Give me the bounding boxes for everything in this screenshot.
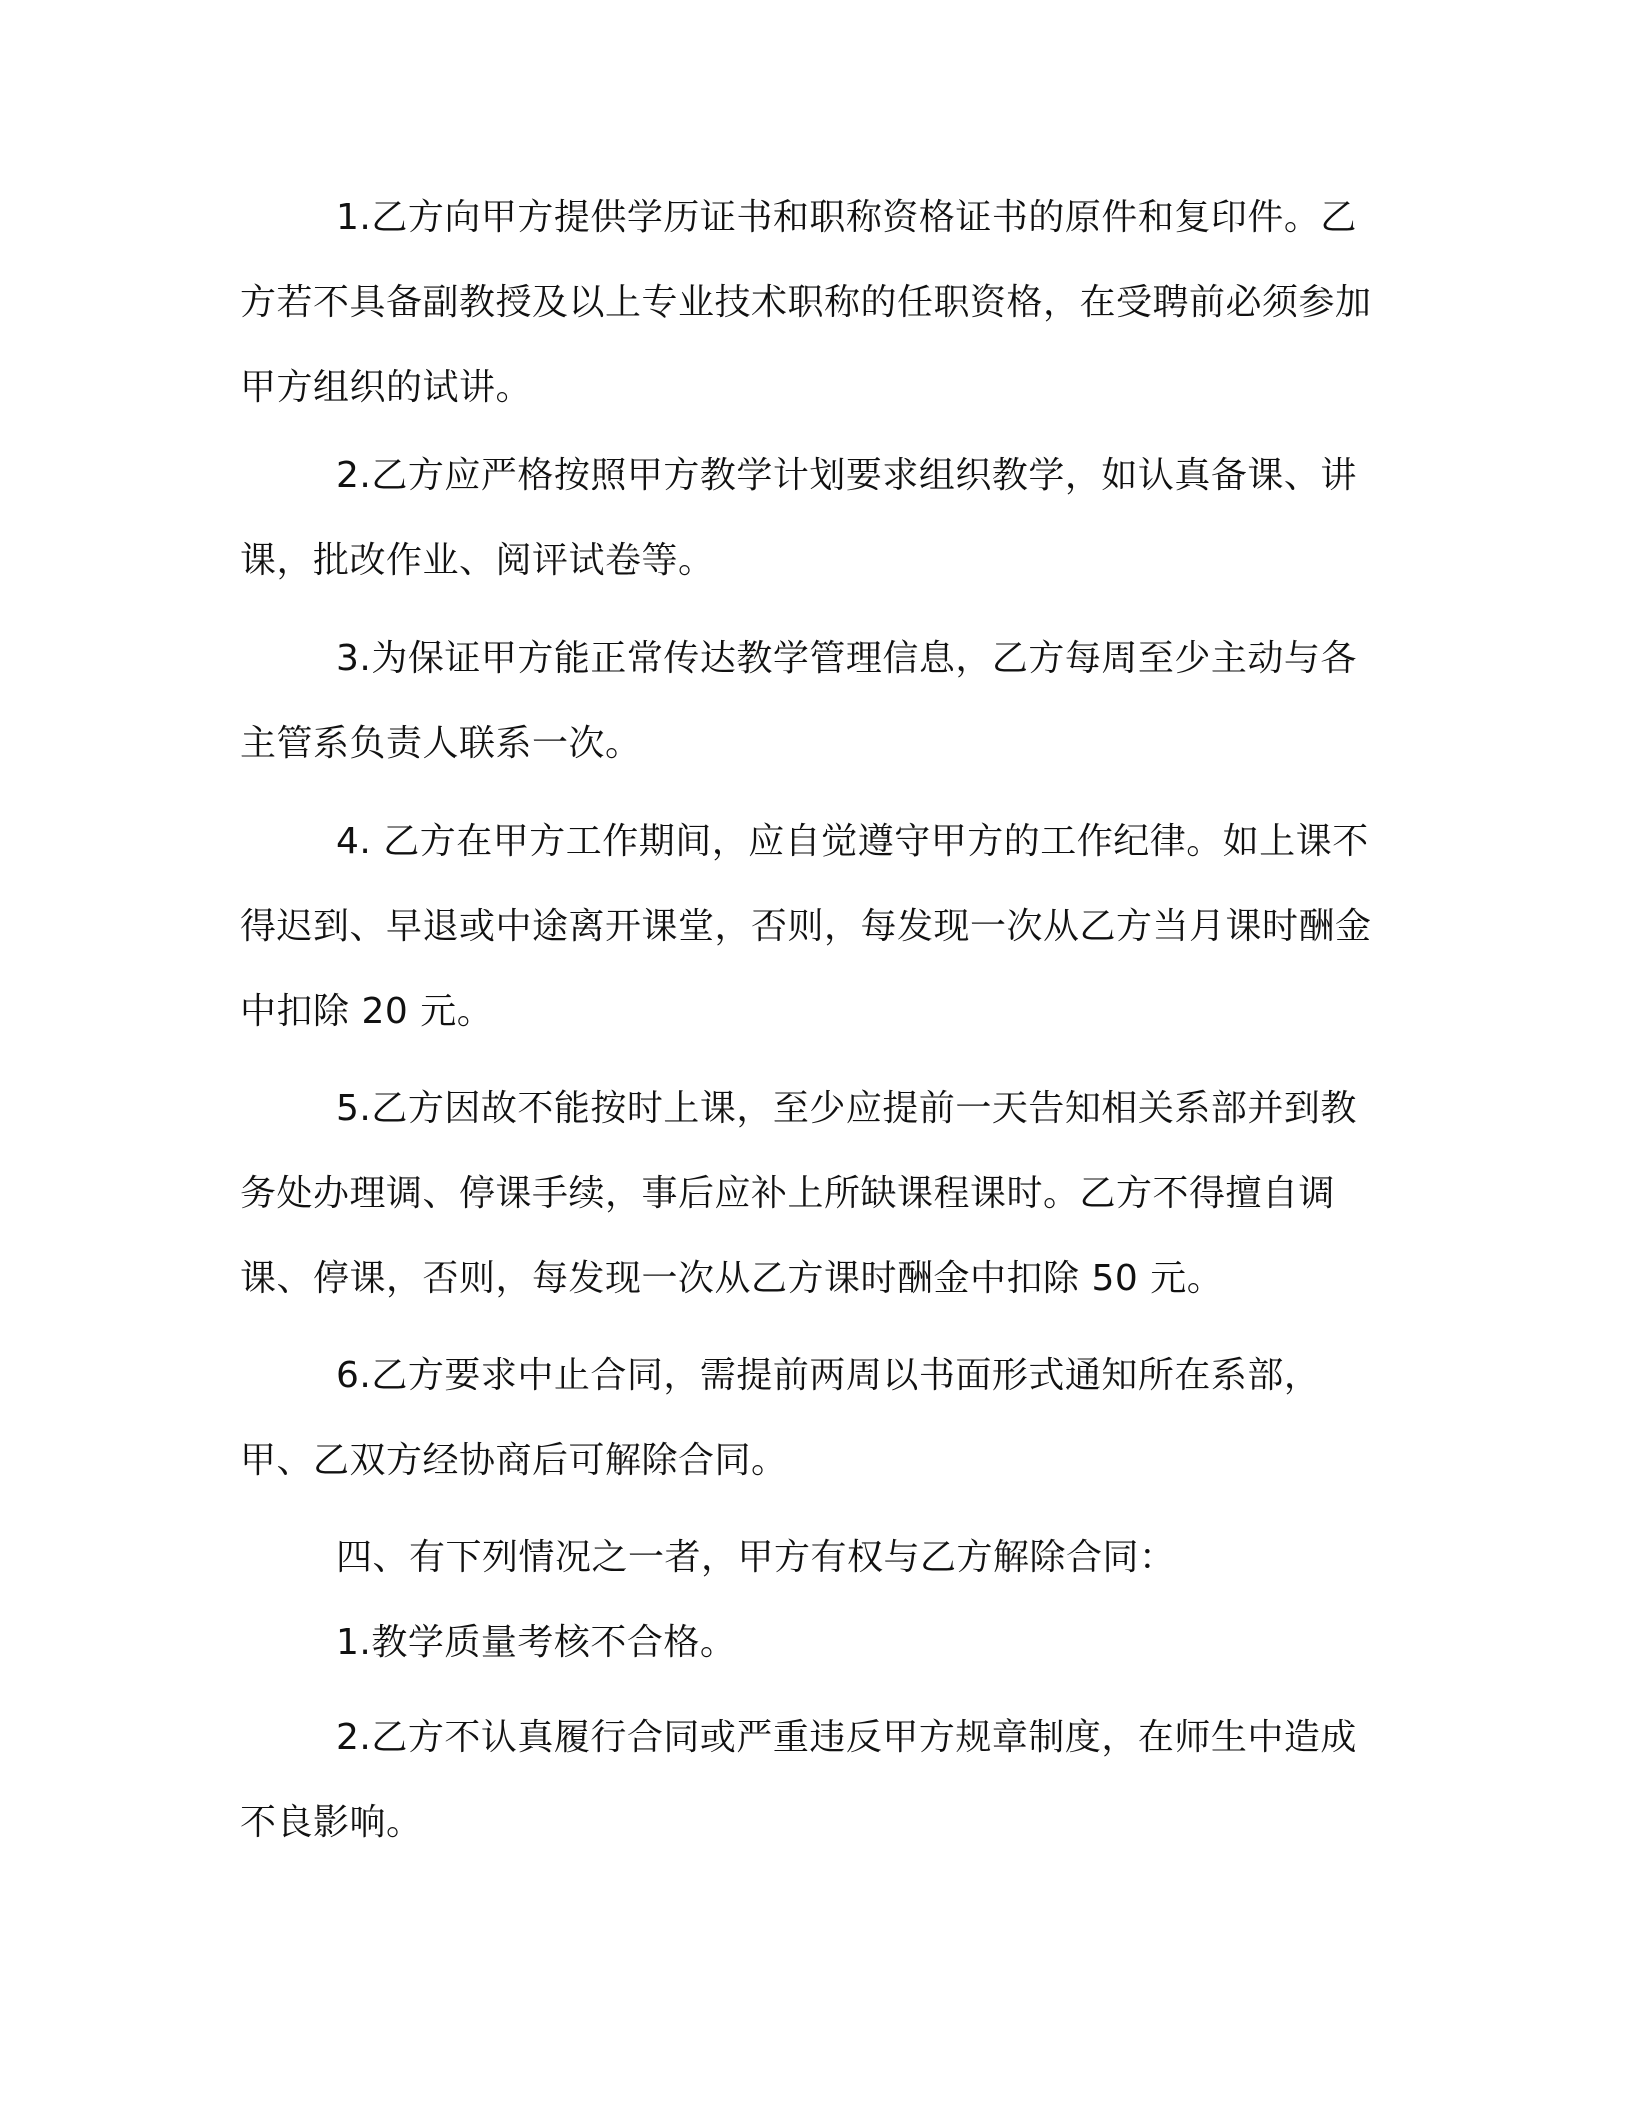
clause-2-teaching-plan: 2.乙方应严格按照甲方教学计划要求组织教学，如认真备课、讲课，批改作业、阅评试卷等。: [240, 455, 1357, 581]
section-4-item-1: 1.教学质量考核不合格。: [336, 1622, 737, 1663]
section-4-heading: 四、有下列情况之一者，甲方有权与乙方解除合同：: [336, 1537, 1176, 1578]
clause-6-termination-request: 6.乙方要求中止合同，需提前两周以书面形式通知所在系部，甲、乙双方经协商后可解除合同。: [240, 1355, 1321, 1481]
clause-5-leave: 5.乙方因故不能按时上课，至少应提前一天告知相关系部并到教务处办理调、停课手续，事后应补上所缺课程课时。乙方不得擅自调课、停课，否则，每发现一次从乙方课时酬金中扣除 50 元。: [240, 1088, 1357, 1299]
clause-4-discipline: 4. 乙方在甲方工作期间，应自觉遵守甲方的工作纪律。如上课不得迟到、早退或中途离开课堂，否则，每发现一次从乙方当月课时酬金中扣除 20 元。: [240, 821, 1372, 1032]
section-4-item-2: 2.乙方不认真履行合同或严重违反甲方规章制度，在师生中造成不良影响。: [240, 1717, 1357, 1843]
clause-1-credentials: 1.乙方向甲方提供学历证书和职称资格证书的原件和复印件。乙方若不具备副教授及以上专业技术职称的任职资格，在受聘前必须参加甲方组织的试讲。: [240, 197, 1372, 408]
clause-3-contact: 3.为保证甲方能正常传达教学管理信息，乙方每周至少主动与各主管系负责人联系一次。: [240, 638, 1357, 764]
